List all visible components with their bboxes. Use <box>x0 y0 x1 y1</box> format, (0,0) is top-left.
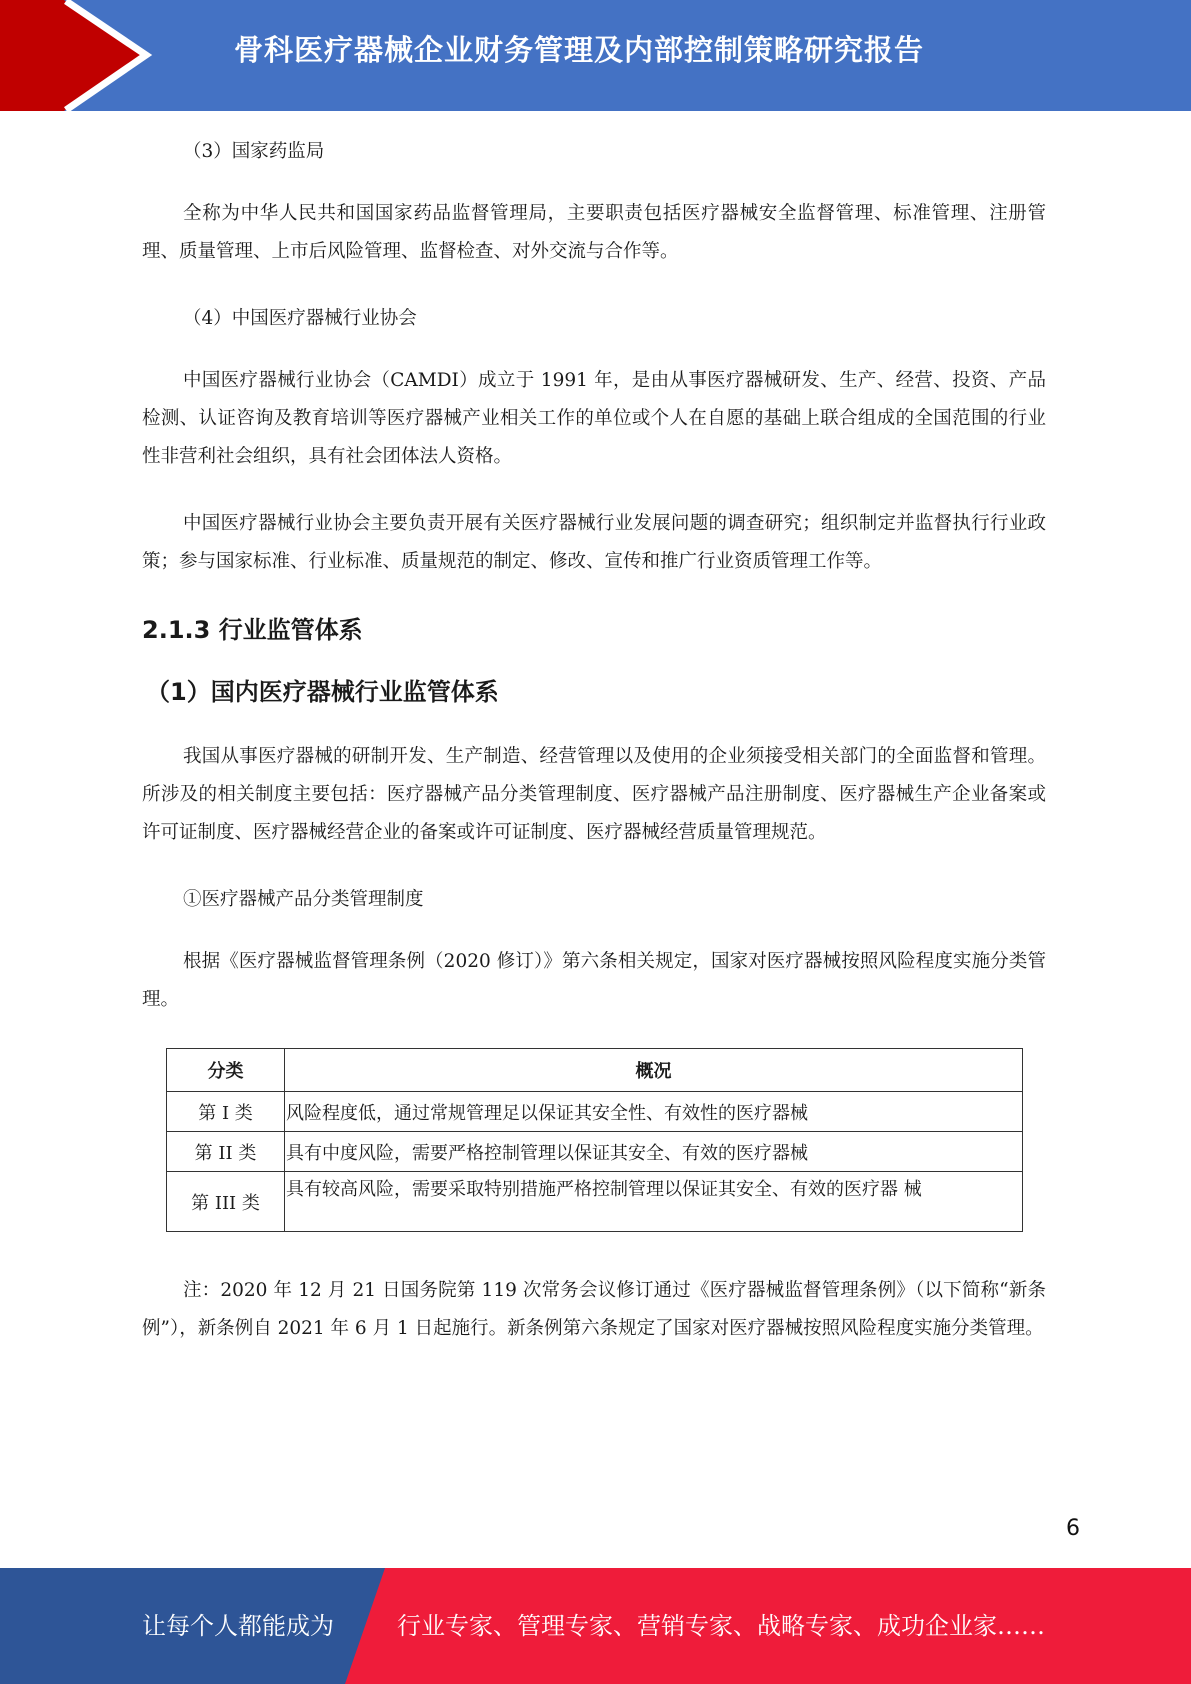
table-cell-category: 第 II 类 <box>167 1132 285 1172</box>
subsection-heading: （1）国内医疗器械行业监管体系 <box>146 678 499 706</box>
table-cell-overview: 风险程度低，通过常规管理足以保证其安全性、有效性的医疗器械 <box>285 1092 1023 1132</box>
paragraph-camdi-intro: 中国医疗器械行业协会（CAMDI）成立于 1991 年，是由从事医疗器械研发、生产、经营、投资、产品检测、认证咨询及教育培训等医疗器械产业相关工作的单位或个人在自愿的基础上联合组成的全国范围的行业性非营利社会组织，具有社会团体法人资格。 <box>142 370 1046 467</box>
page-header <box>0 0 1191 111</box>
subsection-camdi: （4）中国医疗器械行业协会 <box>183 308 417 329</box>
footer-slogan-left: 让每个人都能成为 <box>142 1612 334 1640</box>
footer-slogan-right: 行业专家、管理专家、营销专家、战略专家、成功企业家…… <box>397 1612 1045 1640</box>
table-row <box>167 1172 1023 1232</box>
subsection-classification: ①医疗器械产品分类管理制度 <box>183 889 424 910</box>
page-number: 6 <box>1066 1516 1080 1541</box>
paragraph-note: 注：2020 年 12 月 21 日国务院第 119 次常务会议修订通过《医疗器械监督管理条例》（以下简称“新条例”），新条例自 2021 年 6 月 1 日起施行。新条例第六条规定了国家对医疗器械按照风险程度实施分类管理。 <box>142 1280 1046 1339</box>
main-content <box>142 133 1046 1348</box>
paragraph-nmpa-duties: 全称为中华人民共和国国家药品监督管理局，主要职责包括医疗器械安全监督管理、标准管理、注册管理、质量管理、上市后风险管理、监督检查、对外交流与合作等。 <box>142 203 1046 262</box>
paragraph-camdi-duties: 中国医疗器械行业协会主要负责开展有关医疗器械行业发展问题的调查研究；组织制定并监督执行行业政策；参与国家标准、行业标准、质量规范的制定、修改、宣传和推广行业资质管理工作等。 <box>142 513 1046 572</box>
classification-table <box>166 1048 1023 1232</box>
table-row <box>167 1092 1023 1132</box>
table-row <box>167 1132 1023 1172</box>
table-header-category: 分类 <box>167 1049 285 1092</box>
table-cell-category: 第 III 类 <box>167 1172 285 1232</box>
paragraph-classification-basis: 根据《医疗器械监督管理条例（2020 修订）》第六条相关规定，国家对医疗器械按照风险程度实施分类管理。 <box>142 951 1046 1010</box>
subsection-nmpa: （3）国家药监局 <box>183 141 325 162</box>
table-cell-category: 第 I 类 <box>167 1092 285 1132</box>
table-cell-overview: 具有中度风险，需要严格控制管理以保证其安全、有效的医疗器械 <box>285 1132 1023 1172</box>
report-title: 骨科医疗器械企业财务管理及内部控制策略研究报告 <box>234 33 925 67</box>
table-header-row <box>167 1049 1023 1092</box>
table-header-overview: 概况 <box>285 1049 1023 1092</box>
paragraph-regulation-overview: 我国从事医疗器械的研制开发、生产制造、经营管理以及使用的企业须接受相关部门的全面监督和管理。所涉及的相关制度主要包括：医疗器械产品分类管理制度、医疗器械产品注册制度、医疗器械生产企业备案或许可证制度、医疗器械经营企业的备案或许可证制度、医疗器械经营质量管理规范。 <box>142 746 1046 843</box>
page-footer <box>0 1568 1191 1684</box>
table-cell-overview: 具有较高风险，需要采取特别措施严格控制管理以保证其安全、有效的医疗器 械 <box>285 1172 1023 1232</box>
section-heading: 2.1.3 行业监管体系 <box>142 616 363 644</box>
